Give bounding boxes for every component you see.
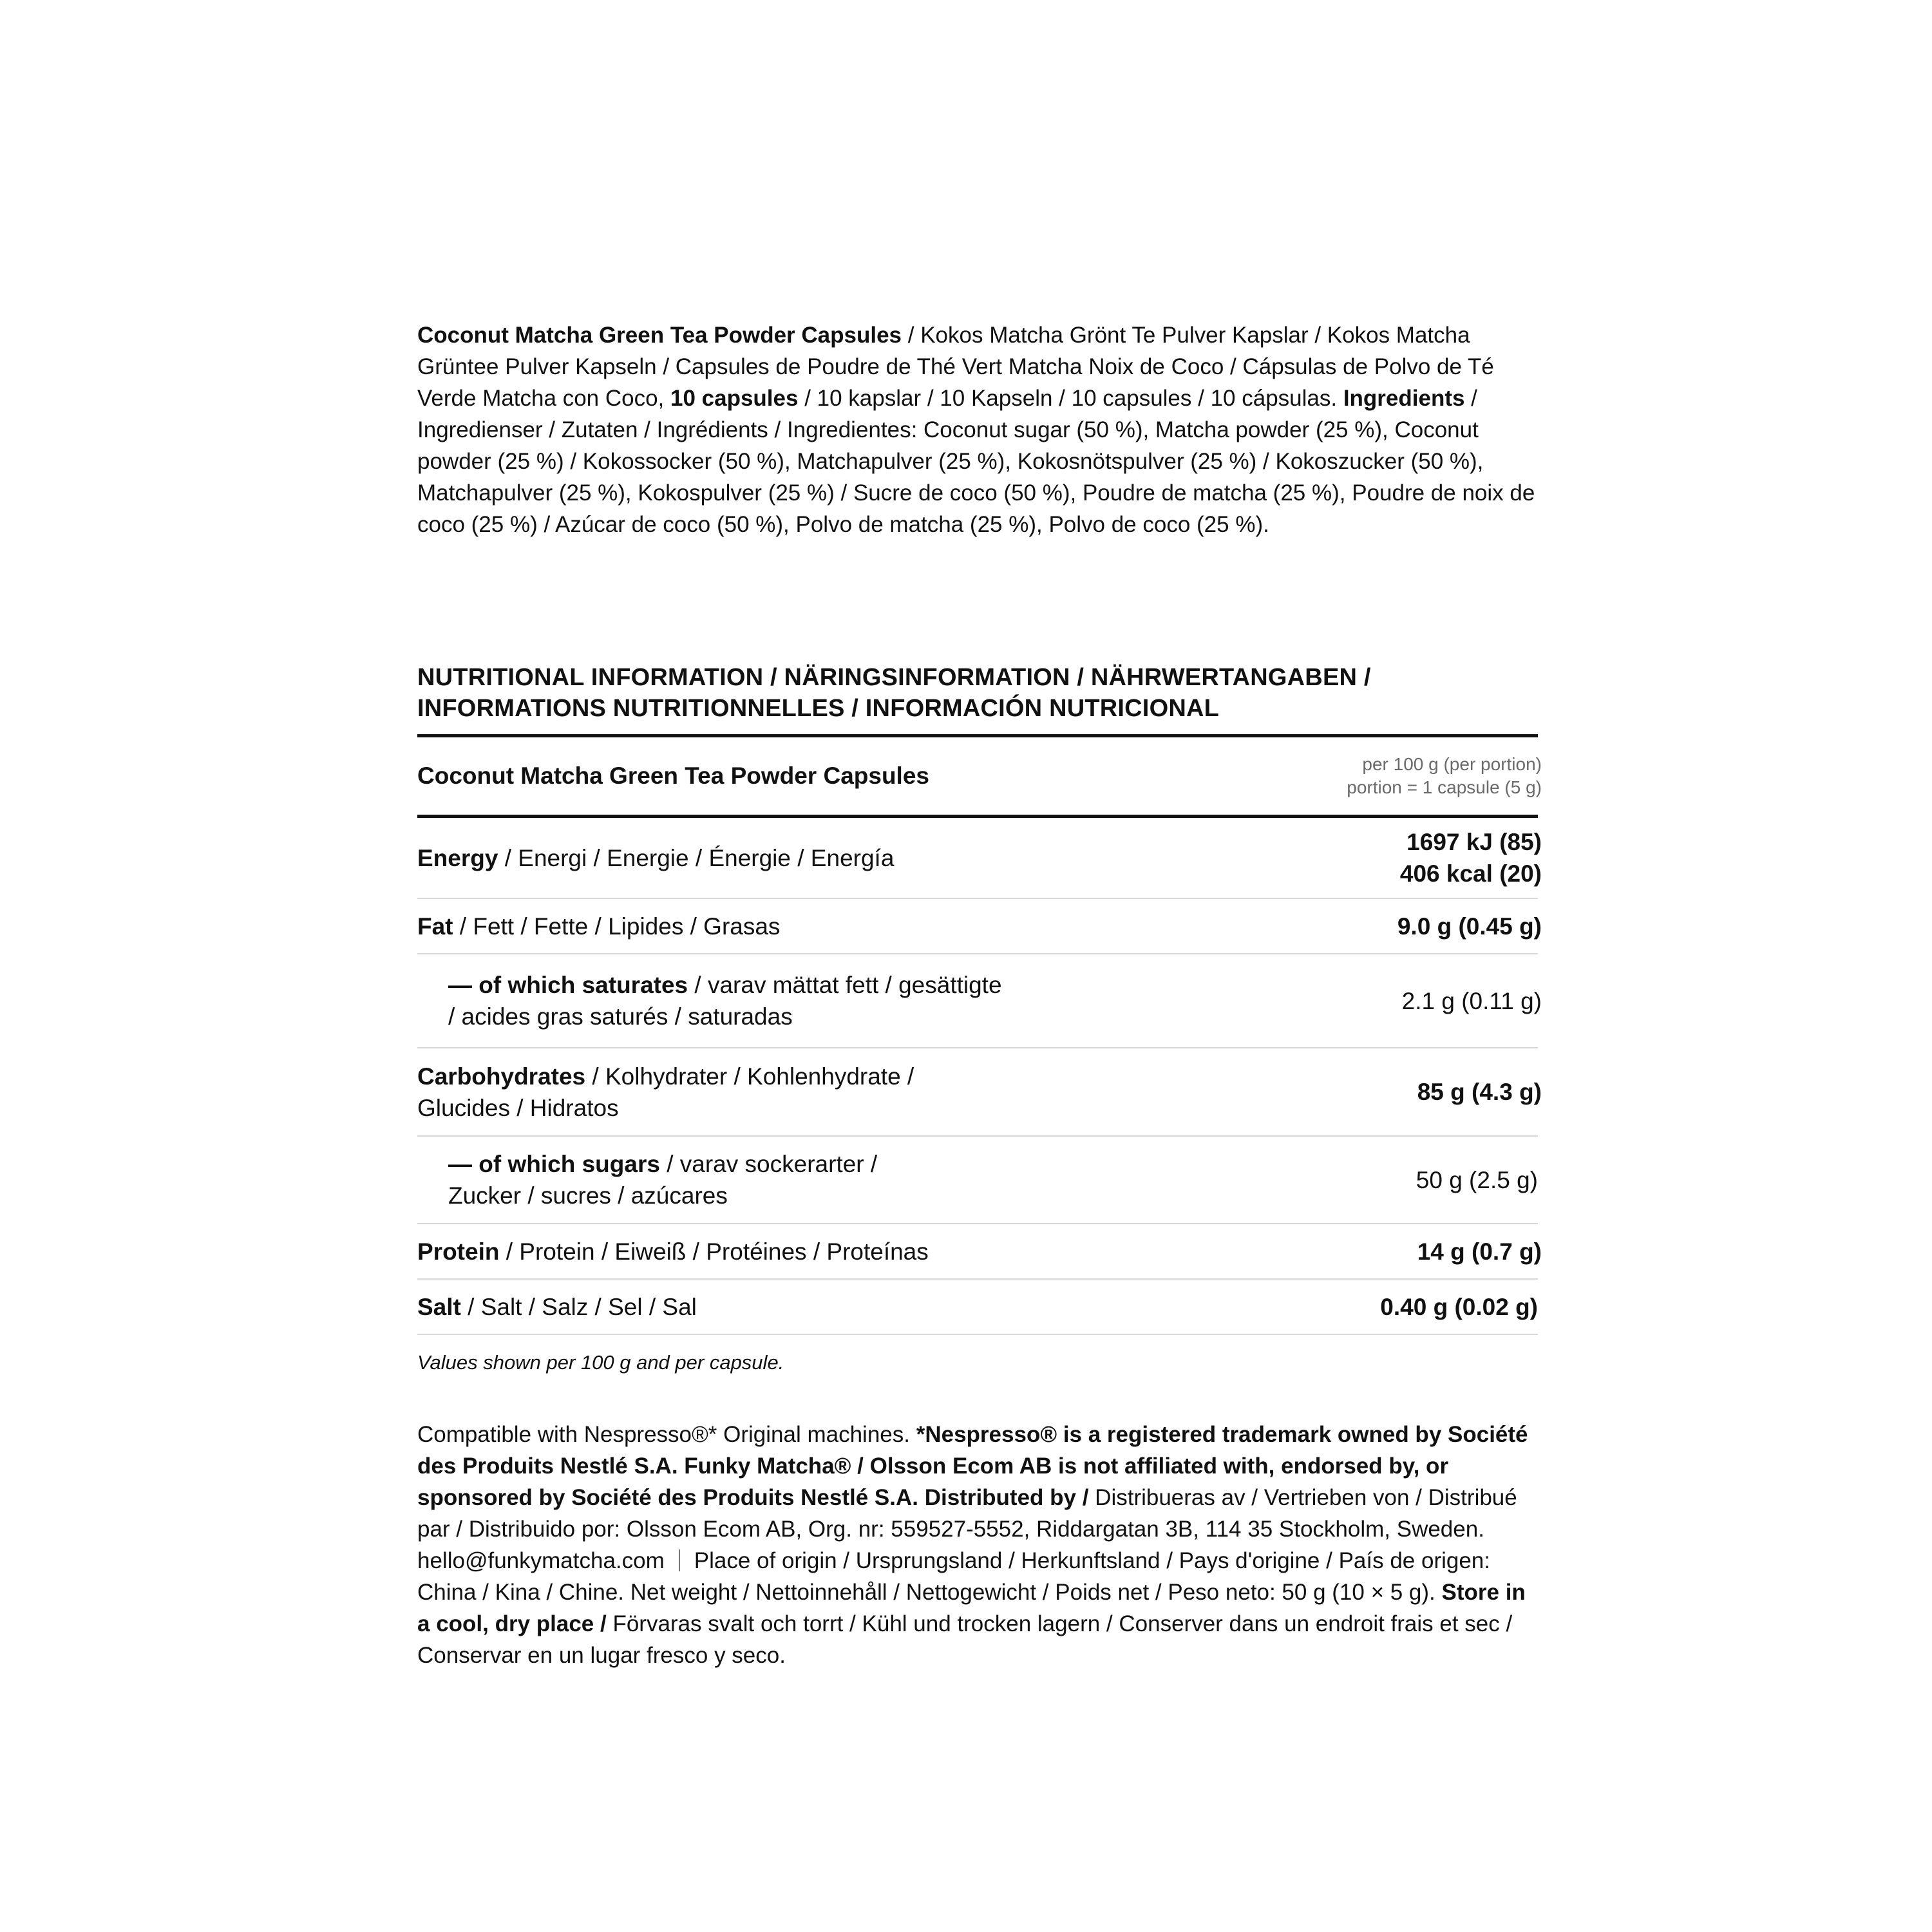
nutrition-heading-line2: INFORMATIONS NUTRITIONNELLES / INFORMACIÓN NUTRICIONAL [417, 695, 1220, 722]
product-name-en: Coconut Matcha Green Tea Powder Capsules [417, 323, 902, 348]
row-label [417, 1236, 929, 1267]
nutrition-heading-line1: NUTRITIONAL INFORMATION / NÄRINGSINFORMATION / NÄHRWERTANGABEN / [417, 664, 1371, 691]
energy-kj-value: 1697 kJ (85) [1406, 829, 1542, 855]
row-label-line2: Zucker / sucres / azúcares [448, 1182, 728, 1209]
footer-paragraph [417, 1419, 1538, 1671]
distributor-text: Distribueras av / Vertrieben von / Distribué par / Distribuido por: Olsson Ecom AB, Org. nr: 559527-5552, Riddargatan 3B, 114 35 Stockholm, Sweden. hello@funkymatcha.com [417, 1485, 1517, 1573]
row-value [1400, 826, 1542, 889]
capsule-count-en: 10 capsules [670, 386, 799, 411]
row-label [417, 911, 780, 942]
energy-kcal-value: 406 kcal (20) [1399, 860, 1542, 887]
row-label-rest: / varav sockerarter / [659, 1151, 878, 1177]
table-row-carbohydrates [417, 1048, 1542, 1137]
row-value: 2.1 g (0.11 g) [1401, 987, 1542, 1014]
per-line2: portion = 1 capsule (5 g) [1347, 777, 1542, 797]
storage-label: Store in a cool, dry place / [417, 1580, 1526, 1636]
row-label-rest: / Protein / Eiweiß / Protéines / Proteínas [499, 1238, 929, 1265]
label-page [417, 319, 1542, 1671]
values-note: Values shown per 100 g and per capsule. [417, 1351, 784, 1374]
row-label-rest: / Energi / Energie / Énergie / Energía [498, 844, 895, 871]
table-row-fat [417, 899, 1542, 954]
row-label-rest: / Fett / Fette / Lipides / Grasas [453, 913, 781, 940]
origin-text: Place of origin / Ursprungsland / Herkunftsland / Pays d'origine / País de origen: China / Kina / Chine. Net weight / Nettoinnehåll / Nettogewicht / Poids net / Peso neto: 50 g (10 × 5 g). [417, 1548, 1490, 1605]
trademark-notice: *Nespresso® is a registered trademark owned by Société des Produits Nestlé S.A. Funky Matcha® / Olsson Ecom AB is not affiliated with, endorsed by, or sponsored by Société des Produits Nestlé S.A. Distributed by / [417, 1422, 1528, 1510]
table-row-energy [417, 818, 1542, 899]
row-label-bold: Fat [417, 913, 453, 940]
table-row-salt [417, 1280, 1538, 1335]
storage-text: Förvaras svalt och torrt / Kühl und trocken lagern / Conserver dans un endroit frais et sec / Conservar en un lugar fresco y seco. [417, 1611, 1513, 1668]
row-label [417, 1291, 697, 1323]
row-label-bold: — of which saturates [448, 972, 688, 998]
product-name-translations: / Kokos Matcha Grönt Te Pulver Kapslar / Kokos Matcha Grüntee Pulver Kapseln / Capsules de Poudre de Thé Vert Matcha Noix de Coco / Cápsulas de Polvo de Té Verde Matcha con Coco, [417, 323, 1494, 411]
compatibility-text: Compatible with Nespresso®* Original machines. [417, 1422, 916, 1447]
row-value: 0.40 g (0.02 g) [1380, 1293, 1538, 1320]
table-row-sugars [417, 1137, 1538, 1224]
row-value: 85 g (4.3 g) [1417, 1079, 1542, 1105]
row-label-bold: — of which sugars [448, 1151, 660, 1177]
ingredients-list: / Ingredienser / Zutaten / Ingrédients / Ingredientes: Coconut sugar (50 %), Matcha powder (25 %), Coconut powder (25 %) / Kokossocker (50 %), Matchapulver (25 %), Kokosnötspulver (25 %) / Kokoszucker (50 %), Matchapulver (25 %), Kokospulver (25 %) / Sucre de coco (50 %), Poudre de matcha (25 %), Poudre de noix de coco (25 %) / Azúcar de coco (50 %), Polvo de matcha (25 %), Polvo de coco (25 %). [417, 386, 1535, 537]
row-label-bold: Carbohydrates [417, 1063, 586, 1090]
row-label-line2: Glucides / Hidratos [417, 1094, 619, 1121]
table-row-protein [417, 1224, 1542, 1280]
nutrition-heading [417, 662, 1538, 737]
nutrition-table-header [417, 737, 1542, 818]
row-label-rest: / Salt / Salz / Sel / Sal [460, 1293, 697, 1320]
row-value: 9.0 g (0.45 g) [1397, 913, 1542, 940]
row-label-line2: / acides gras saturés / saturadas [448, 1003, 793, 1030]
row-label-rest: / Kolhydrater / Kohlenhydrate / [585, 1063, 914, 1090]
row-value: 50 g (2.5 g) [1416, 1166, 1538, 1193]
row-label [417, 969, 1002, 1032]
row-label-bold: Protein [417, 1238, 500, 1265]
row-value: 14 g (0.7 g) [1417, 1238, 1542, 1265]
table-row-saturates [417, 954, 1542, 1048]
ingredients-label: Ingredients [1343, 386, 1465, 411]
separator-bar [679, 1549, 680, 1571]
row-label [417, 1061, 914, 1124]
row-label-rest: / varav mättat fett / gesättigte [688, 972, 1002, 998]
intro-paragraph [417, 319, 1538, 577]
nutrition-table [417, 818, 1542, 1335]
nutrition-product-name: Coconut Matcha Green Tea Powder Capsules [417, 762, 929, 789]
row-label-bold: Energy [417, 844, 498, 871]
row-label-bold: Salt [417, 1293, 461, 1320]
per-line1: per 100 g (per portion) [1362, 754, 1542, 774]
row-label [417, 842, 894, 874]
per-portion-info [1347, 753, 1542, 799]
capsule-count-translations: / 10 kapslar / 10 Kapseln / 10 capsules / 10 cápsulas. [798, 386, 1343, 411]
row-label [417, 1148, 877, 1211]
